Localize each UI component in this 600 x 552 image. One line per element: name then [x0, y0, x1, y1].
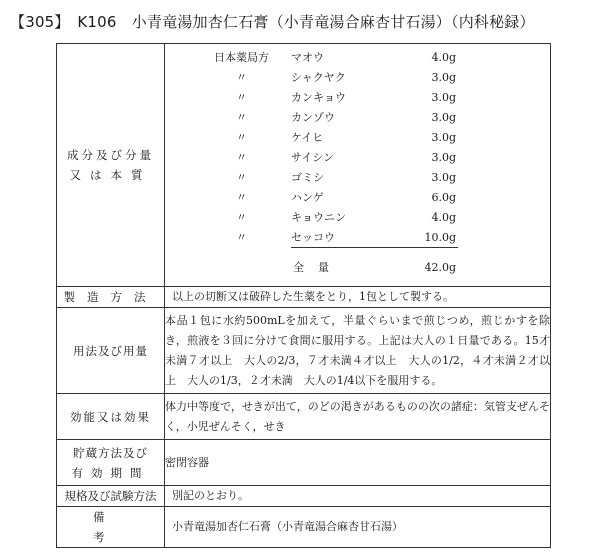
ingredient-total-row — [165, 258, 550, 278]
ingredient-name: カンキョウ — [291, 91, 346, 104]
ingredient-pharmacopoeia-ref: 〃 — [236, 231, 247, 244]
ingredients-value — [165, 44, 551, 287]
storage-row — [57, 440, 551, 486]
ingredient-row — [165, 48, 550, 68]
remarks-label: 備考 — [57, 507, 165, 548]
storage-label-line2: 有効期間 — [71, 465, 150, 480]
total-label: 全量 — [293, 261, 343, 274]
ingredient-pharmacopoeia-ref: 〃 — [236, 191, 247, 204]
dosage-text: 本品１包に水約500mLを加えて，半量ぐらいまで煎じつめ，煎じかすを除き，煎液を３回に分けて食間に服用する。上記は大人の１日量である。15才未満７才以上 大人の2/3，７才未満４才以上 大人の1/2，４才未満２才以上 大人の1/3，２才未満 大人の1/4以下を服用する。 — [165, 308, 551, 394]
ingredient-row — [165, 188, 550, 208]
ingredient-pharmacopoeia-ref: 〃 — [236, 151, 247, 164]
ingredient-amount: 6.0g — [431, 191, 456, 204]
ingredient-amount: 3.0g — [431, 111, 456, 124]
efficacy-row — [57, 394, 551, 440]
remarks-row — [57, 507, 551, 548]
remarks-text: 小青竜湯加杏仁石膏（小青竜湯合麻杏甘石湯） — [165, 507, 551, 548]
ingredient-row — [165, 148, 550, 168]
ingredient-name: セッコウ — [291, 231, 335, 244]
ingredient-name: キョウニン — [291, 211, 346, 224]
ingredient-name: ケイヒ — [291, 131, 324, 144]
dosage-row — [57, 308, 551, 394]
ingredient-amount: 3.0g — [431, 151, 456, 164]
ingredients-label-line1: 成分及び分量 — [67, 148, 154, 162]
manufacturing-row — [57, 287, 551, 308]
total-divider — [291, 247, 458, 248]
dosage-label: 用法及び用量 — [57, 308, 165, 394]
ingredient-row — [165, 128, 550, 148]
efficacy-label: 効能又は効果 — [57, 394, 165, 440]
standards-label: 規格及び試験方法 — [57, 486, 165, 507]
ingredient-pharmacopoeia-ref: 〃 — [236, 171, 247, 184]
standards-text: 別記のとおり。 — [165, 486, 551, 507]
ingredient-name: カンゾウ — [291, 111, 335, 124]
storage-text: 密閉容器 — [165, 440, 551, 486]
ingredient-row — [165, 228, 550, 248]
ingredient-pharmacopoeia-ref: 〃 — [236, 91, 247, 104]
manufacturing-label: 製造方法 — [57, 287, 165, 308]
ingredient-pharmacopoeia-ref: 日本薬局方 — [214, 51, 269, 64]
monograph-table — [56, 43, 551, 548]
ingredients-label — [57, 44, 165, 287]
ingredients-row — [57, 44, 551, 287]
ingredient-row — [165, 88, 550, 108]
ingredient-name: サイシン — [291, 151, 334, 164]
ingredient-name: マオウ — [291, 51, 324, 64]
ingredient-amount: 10.0g — [424, 231, 456, 244]
ingredients-label-line2: 又は本質 — [69, 168, 152, 182]
page-title: 【305】 K106 小青竜湯加杏仁石膏（小青竜湯合麻杏甘石湯）（内科秘録） — [10, 13, 535, 31]
ingredient-row — [165, 168, 550, 188]
ingredient-amount: 4.0g — [431, 211, 456, 224]
ingredient-amount: 3.0g — [431, 171, 456, 184]
ingredient-pharmacopoeia-ref: 〃 — [236, 131, 247, 144]
storage-label-line1: 貯蔵方法及び — [73, 445, 148, 460]
ingredient-pharmacopoeia-ref: 〃 — [236, 211, 247, 224]
ingredient-row — [165, 68, 550, 88]
ingredient-pharmacopoeia-ref: 〃 — [236, 71, 247, 84]
ingredient-amount: 3.0g — [431, 91, 456, 104]
ingredient-amount: 3.0g — [431, 131, 456, 144]
ingredient-name: シャクヤク — [291, 71, 346, 84]
ingredient-row — [165, 208, 550, 228]
efficacy-text: 体力中等度で，せきが出て，のどの渇きがあるものの次の諸症：気管支ぜんそく，小児ぜんそく，せき — [165, 394, 551, 440]
ingredient-name: ゴミシ — [291, 171, 324, 184]
ingredient-name: ハンゲ — [291, 191, 324, 204]
ingredient-amount: 3.0g — [431, 71, 456, 84]
ingredient-row — [165, 108, 550, 128]
total-amount: 42.0g — [424, 261, 456, 274]
standards-row — [57, 486, 551, 507]
ingredient-amount: 4.0g — [431, 51, 456, 64]
manufacturing-text: 以上の切断又は破砕した生薬をとり，1包として製する。 — [165, 287, 551, 308]
ingredient-list — [165, 48, 550, 282]
storage-label — [57, 440, 165, 486]
ingredient-pharmacopoeia-ref: 〃 — [236, 111, 247, 124]
